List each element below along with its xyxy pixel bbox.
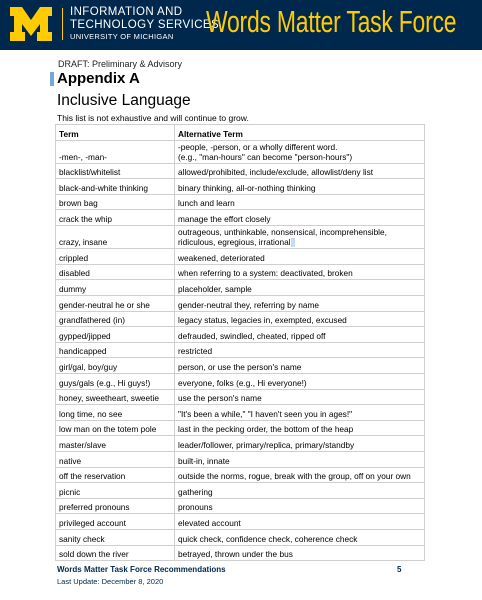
section-subtitle: Inclusive Language [57,92,191,109]
alternative-line [178,440,421,450]
appendix-title: Appendix A [57,70,140,87]
table-row [56,467,425,483]
table-header-row [56,125,425,141]
alternative-text: placeholder, sample [178,284,252,295]
term-cell: black-and-white thinking [56,179,175,195]
term-cell: low man on the totem pole [56,420,175,436]
alternative-line [178,456,421,466]
table-row [56,311,425,327]
alternative-line [178,214,421,224]
alternative-cell [175,194,425,210]
alternative-cell [175,483,425,499]
column-header-alternative: Alternative Term [175,125,425,141]
alternative-cell [175,436,425,452]
alternative-line [178,315,421,325]
term-cell: long time, no see [56,405,175,421]
alternative-text: leader/follower, primary/replica, primary/standby [178,440,355,450]
table-row [56,264,425,280]
alternative-line [178,198,421,208]
alternative-cell [175,389,425,405]
table-row [56,420,425,436]
alternative-text: legacy status, legacies in, exempted, excused [178,315,347,326]
table-row [56,249,425,265]
alternative-cell [175,179,425,195]
term-cell: honey, sweetheart, sweetie [56,389,175,405]
alternative-cell [175,249,425,265]
term-cell: crack the whip [56,210,175,226]
term-cell: gypped/jipped [56,327,175,343]
term-cell: disabled [56,264,175,280]
column-header-term: Term [56,125,175,141]
term-cell: dummy [56,280,175,296]
table-row [56,194,425,210]
alternative-line [178,284,421,294]
task-force-title: Words Matter Task Force [206,4,457,39]
alternative-cell [175,467,425,483]
table-row [56,210,425,226]
alternative-text: built-in, innate [178,455,230,466]
table-row [56,179,425,195]
term-cell: native [56,452,175,468]
alternative-line [178,152,421,162]
alternative-cell [175,545,425,561]
table-row [56,436,425,452]
alternative-line [178,183,421,193]
alternative-text: quick check, confidence check, coherence check [178,533,358,544]
alternative-line [178,424,421,434]
org-name [70,7,219,41]
table-row [56,545,425,561]
alternative-line [178,471,421,481]
alternative-text: restricted [178,346,213,357]
inclusive-language-table [55,124,425,561]
term-cell: crippled [56,249,175,265]
term-cell: sanity check [56,529,175,545]
alternative-text: person, or use the person's name [178,362,302,373]
alternative-line [178,409,421,419]
alternative-text: defrauded, swindled, cheated, ripped off [178,330,326,341]
alternative-cell [175,210,425,226]
table-row [56,529,425,545]
term-cell: girl/gal, boy/guy [56,358,175,374]
table-row [56,342,425,358]
alternative-cell [175,264,425,280]
footer-date: Last Update: December 8, 2020 [57,577,164,586]
footer-title: Words Matter Task Force Recommendations [57,565,226,574]
alternative-cell [175,342,425,358]
table-row [56,163,425,179]
alternative-cell [175,358,425,374]
table-body [56,140,425,561]
alternative-text: when referring to a system: deactivated, broken [178,268,353,279]
table-row [56,327,425,343]
alternative-cell [175,452,425,468]
org-line-3: UNIVERSITY OF MICHIGAN [70,32,174,41]
term-cell: guys/gals (e.g., Hi guys!) [56,374,175,390]
table-row [56,225,425,248]
selection-highlight [291,238,295,247]
alternative-line [178,346,421,356]
term-cell: preferred pronouns [56,498,175,514]
alternative-text: betrayed, thrown under the bus [178,549,293,560]
term-cell: master/slave [56,436,175,452]
table-row [56,280,425,296]
table-row [56,405,425,421]
table-row [56,374,425,390]
table-row [56,514,425,530]
alternative-cell [175,405,425,421]
alternative-cell [175,420,425,436]
alternative-text: outrageous, unthinkable, nonsensical, incomprehensible, [178,226,387,237]
alternative-cell [175,311,425,327]
term-cell: off the reservation [56,467,175,483]
alternative-line [178,227,421,237]
table-row [56,389,425,405]
alternative-text: allowed/prohibited, include/exclude, allowlist/deny list [178,167,374,178]
draft-label: DRAFT: Preliminary & Advisory [58,59,183,69]
alternative-text: ridiculous, egregious, irrational [178,236,291,247]
alternative-text: outside the norms, rogue, break with the group, off on your own [178,471,411,482]
alternative-line [178,362,421,372]
term-cell: handicapped [56,342,175,358]
banner-divider [62,8,63,40]
table-row [56,498,425,514]
alternative-text: -people, -person, or a wholly different word. [178,141,338,152]
term-cell: sold down the river [56,545,175,561]
alternative-text: last in the pecking order, the bottom of the heap [178,424,354,435]
page-number: 5 [397,565,402,574]
alternative-line [178,487,421,497]
term-cell: privileged account [56,514,175,530]
alternative-text: elevated account [178,517,241,528]
table-row [56,483,425,499]
alternative-text: gathering [178,486,213,497]
term-cell: -men-, -man- [56,140,175,163]
alternative-line [178,167,421,177]
alternative-text: use the person's name [178,393,262,404]
alternative-cell [175,498,425,514]
alternative-cell [175,514,425,530]
alternative-line [178,300,421,310]
alternative-line [178,518,421,528]
alternative-line [178,142,421,152]
header-banner [0,0,482,50]
alternative-cell [175,327,425,343]
alternative-text: binary thinking, all-or-nothing thinking [178,182,316,193]
alternative-line [178,393,421,403]
alternative-line [178,253,421,263]
term-cell: gender-neutral he or she [56,296,175,312]
term-cell: blacklist/whitelist [56,163,175,179]
term-cell: picnic [56,483,175,499]
table-row [56,358,425,374]
alternative-cell [175,163,425,179]
alternative-text: lunch and learn [178,198,235,209]
alternative-line [178,331,421,341]
alternative-text: weakened, deteriorated [178,252,265,263]
list-note: This list is not exhaustive and will continue to grow. [57,113,249,123]
block-m-logo [10,7,52,41]
alternative-cell [175,374,425,390]
table-row [56,296,425,312]
alternative-line [178,378,421,388]
text-cursor-highlight [50,72,54,86]
alternative-text: manage the effort closely [178,213,271,224]
alternative-text: everyone, folks (e.g., Hi everyone!) [178,377,307,388]
alternative-text: gender-neutral they, referring by name [178,299,319,310]
alternative-line [178,549,421,559]
term-cell: grandfathered (in) [56,311,175,327]
alternative-line [178,534,421,544]
alternative-line [178,268,421,278]
alternative-cell [175,529,425,545]
term-cell: brown bag [56,194,175,210]
alternative-line [178,502,421,512]
table-row [56,452,425,468]
org-line-2: TECHNOLOGY SERVICES [70,18,220,31]
alternative-text: pronouns [178,502,213,513]
table-row [56,140,425,163]
alternative-line [178,237,421,247]
alternative-text: "It's been a while," "I haven't seen you in ages!" [178,408,353,419]
alternative-cell [175,296,425,312]
alternative-cell [175,140,425,163]
alternative-cell [175,280,425,296]
alternative-cell [175,225,425,248]
org-line-1: INFORMATION AND [70,6,183,18]
alternative-text: (e.g., "man-hours" can become "person-hours") [178,151,353,162]
term-cell: crazy, insane [56,225,175,248]
